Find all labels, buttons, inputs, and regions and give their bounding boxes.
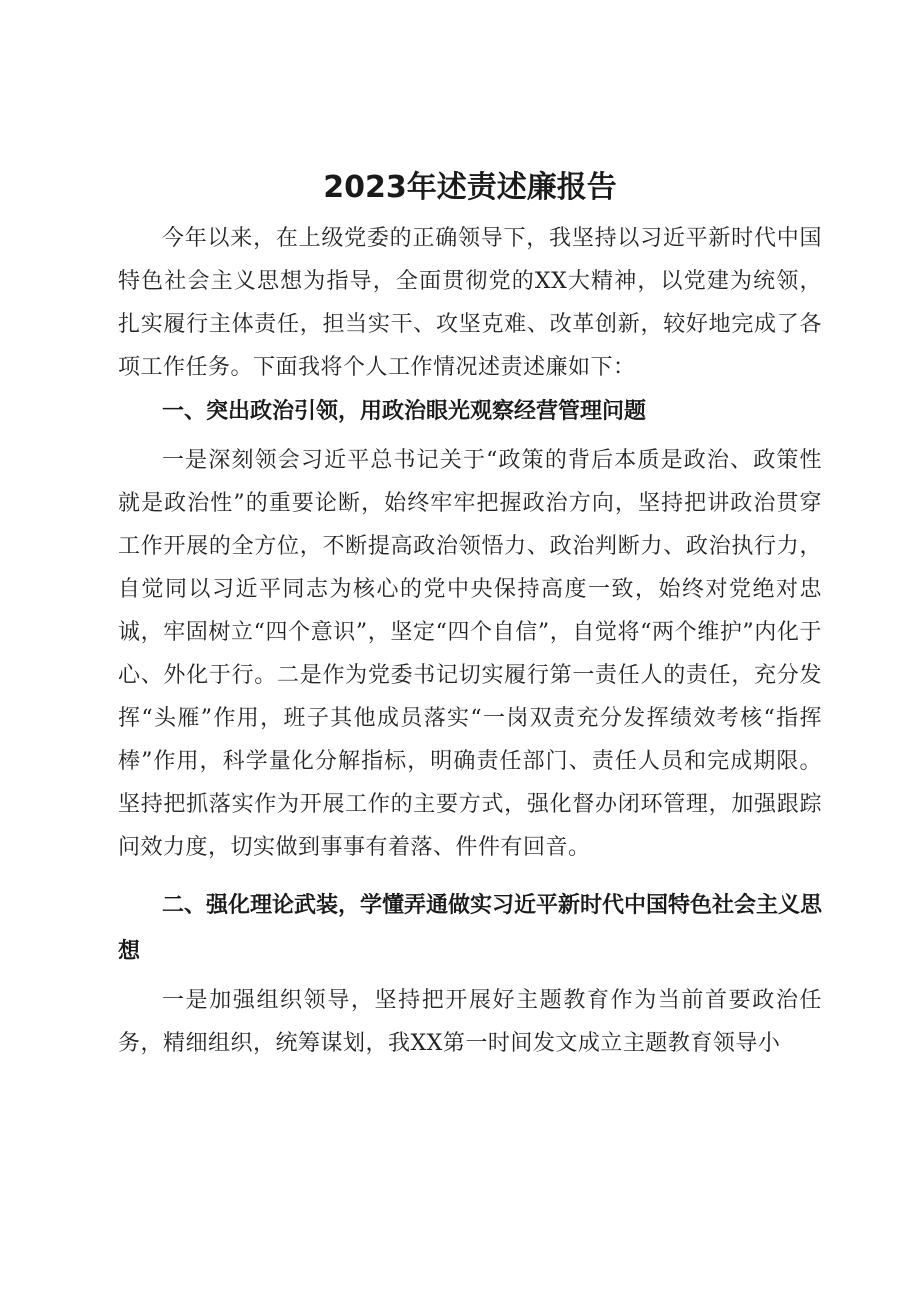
section-2-paragraph: 一是加强组织领导，坚持把开展好主题教育作为当前首要政治任务，精细组织，统筹谋划，我XX第一时间发文成立主题教育领导小 [118, 988, 822, 1056]
section-1-heading: 一、突出政治引领，用政治眼光观察经营管理问题 [162, 399, 647, 424]
intro-paragraph: 今年以来，在上级党委的正确领导下，我坚持以习近平新时代中国特色社会主义思想为指导，全面贯彻党的XX大精神，以党建为统领，扎实履行主体责任，担当实干、攻坚克难、改革创新，较好地完成了各项工作任务。下面我将个人工作情况述责述廉如下： [118, 226, 822, 380]
section-1-paragraph: 一是深刻领会习近平总书记关于“政策的背后本质是政治、政策性就是政治性”的重要论断，始终牢牢把握政治方向，坚持把讲政治贯穿工作开展的全方位，不断提高政治领悟力、政治判断力、政治执行力，自觉同以习近平同志为核心的党中央保持高度一致，始终对党绝对忠诚，牢固树立“四个意识”，坚定“四个自信”，自觉将“两个维护”内化于心、外化于行。二是作为党委书记切实履行第一责任人的责任，充分发挥“头雁”作用，班子其他成员落实“一岗双责充分发挥绩效考核“指挥棒”作用，科学量化分解指标，明确责任部门、责任人员和完成期限。坚持把抓落实作为开展工作的主要方式，强化督办闭环管理，加强跟踪问效力度，切实做到事事有着落、件件有回音。 [118, 448, 822, 860]
document-title: 2023年述责述廉报告 [323, 170, 617, 205]
section-2-heading: 二、强化理论武装，学懂弄通做实习近平新时代中国特色社会主义思想 [118, 893, 823, 964]
